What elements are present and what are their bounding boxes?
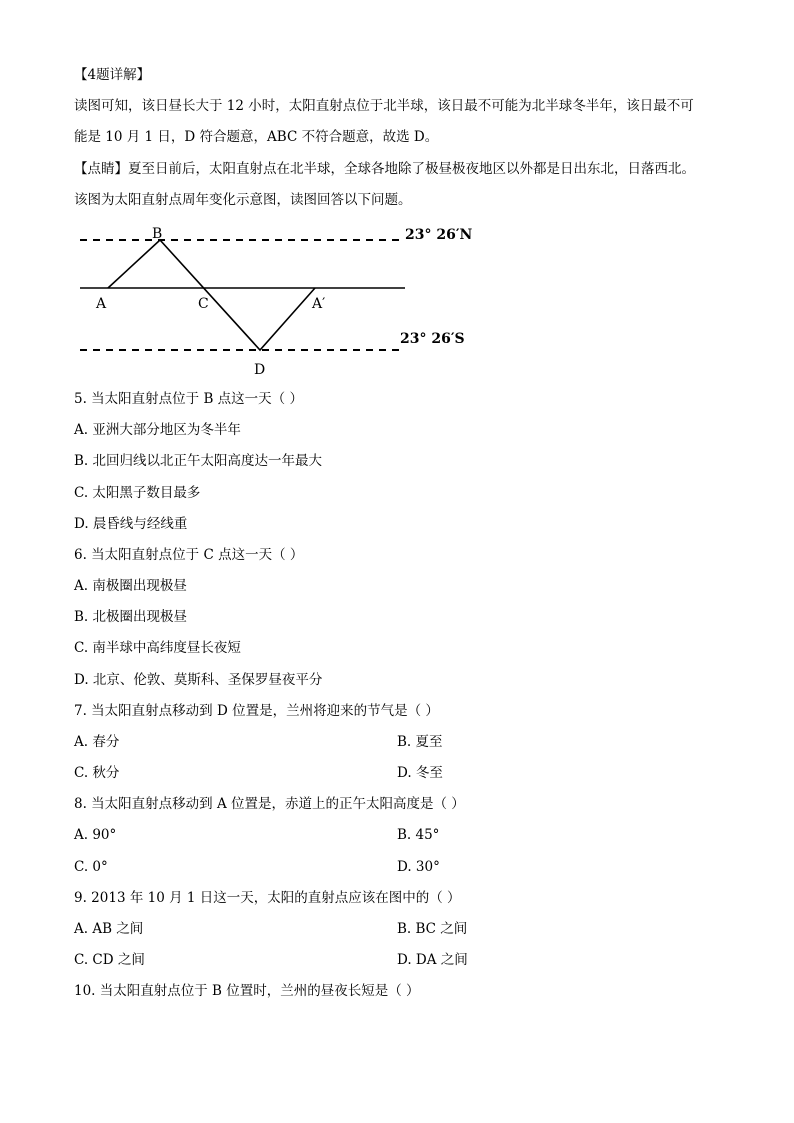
section-title: 【4题详解】 <box>74 67 151 83</box>
question-6-stem: 6. 当太阳直射点位于 C 点这一天（ ） <box>74 547 304 563</box>
explanation-line-1: 读图可知，该日昼长大于 12 小时，太阳直射点位于北半球，该日最不可能为北半球冬半年，该日最不可 <box>74 98 694 114</box>
point-label-a-prime: A′ <box>312 296 326 312</box>
question-7-option-d: D. 冬至 <box>397 765 443 781</box>
question-8-option-c: C. 0° <box>74 859 108 875</box>
question-6-option-c: C. 南半球中高纬度昼长夜短 <box>74 640 241 656</box>
tip-paragraph <box>74 160 695 178</box>
question-9-stem: 9. 2013 年 10 月 1 日这一天，太阳的直射点应该在图中的（ ） <box>74 890 461 906</box>
question-6-option-b: B. 北极圈出现极昼 <box>74 609 188 625</box>
question-5-option-d: D. 晨昏线与经线重 <box>74 516 188 532</box>
question-9-option-d: D. DA 之间 <box>397 952 468 968</box>
tip-text: 夏至日前后，太阳直射点在北半球，全球各地除了极昼极夜地区以外都是日出东北，日落西北。 <box>128 161 695 177</box>
point-label-d: D <box>254 362 266 378</box>
question-8-stem: 8. 当太阳直射点移动到 A 位置是，赤道上的正午太阳高度是（ ） <box>74 796 465 812</box>
question-5-option-c: C. 太阳黑子数目最多 <box>74 485 201 501</box>
intro-line: 该图为太阳直射点周年变化示意图，读图回答以下问题。 <box>74 192 412 208</box>
question-7-option-c: C. 秋分 <box>74 765 120 781</box>
question-5-stem: 5. 当太阳直射点位于 B 点这一天（ ） <box>74 391 303 407</box>
question-9-option-c: C. CD 之间 <box>74 952 145 968</box>
question-7-option-b: B. 夏至 <box>397 734 443 750</box>
point-label-b: B <box>152 226 163 242</box>
question-9-option-a: A. AB 之间 <box>74 921 144 937</box>
question-10-stem: 10. 当太阳直射点位于 B 位置时，兰州的昼夜长短是（ ） <box>74 983 420 999</box>
question-7-option-a: A. 春分 <box>74 734 120 750</box>
lat-north-label: 23° 26′N <box>405 227 473 243</box>
question-5-option-b: B. 北回归线以北正午太阳高度达一年最大 <box>74 453 323 469</box>
question-8-option-b: B. 45° <box>397 827 440 843</box>
lat-south-label: 23° 26′S <box>400 331 465 347</box>
sun-migration-diagram <box>60 222 500 380</box>
point-label-a: A <box>96 296 107 312</box>
sun-path-curve <box>108 240 315 350</box>
question-6-option-d: D. 北京、伦敦、莫斯科、圣保罗昼夜平分 <box>74 672 323 688</box>
point-label-c: C <box>198 296 209 312</box>
question-6-option-a: A. 南极圈出现极昼 <box>74 578 187 594</box>
tip-label: 【点睛】 <box>74 161 128 177</box>
explanation-line-2: 能是 10 月 1 日，D 符合题意，ABC 不符合题意，故选 D。 <box>74 129 439 145</box>
question-8-option-d: D. 30° <box>397 859 440 875</box>
question-8-option-a: A. 90° <box>74 827 117 843</box>
question-5-option-a: A. 亚洲大部分地区为冬半年 <box>74 422 241 438</box>
question-7-stem: 7. 当太阳直射点移动到 D 位置是，兰州将迎来的节气是（ ） <box>74 703 439 719</box>
question-9-option-b: B. BC 之间 <box>397 921 468 937</box>
